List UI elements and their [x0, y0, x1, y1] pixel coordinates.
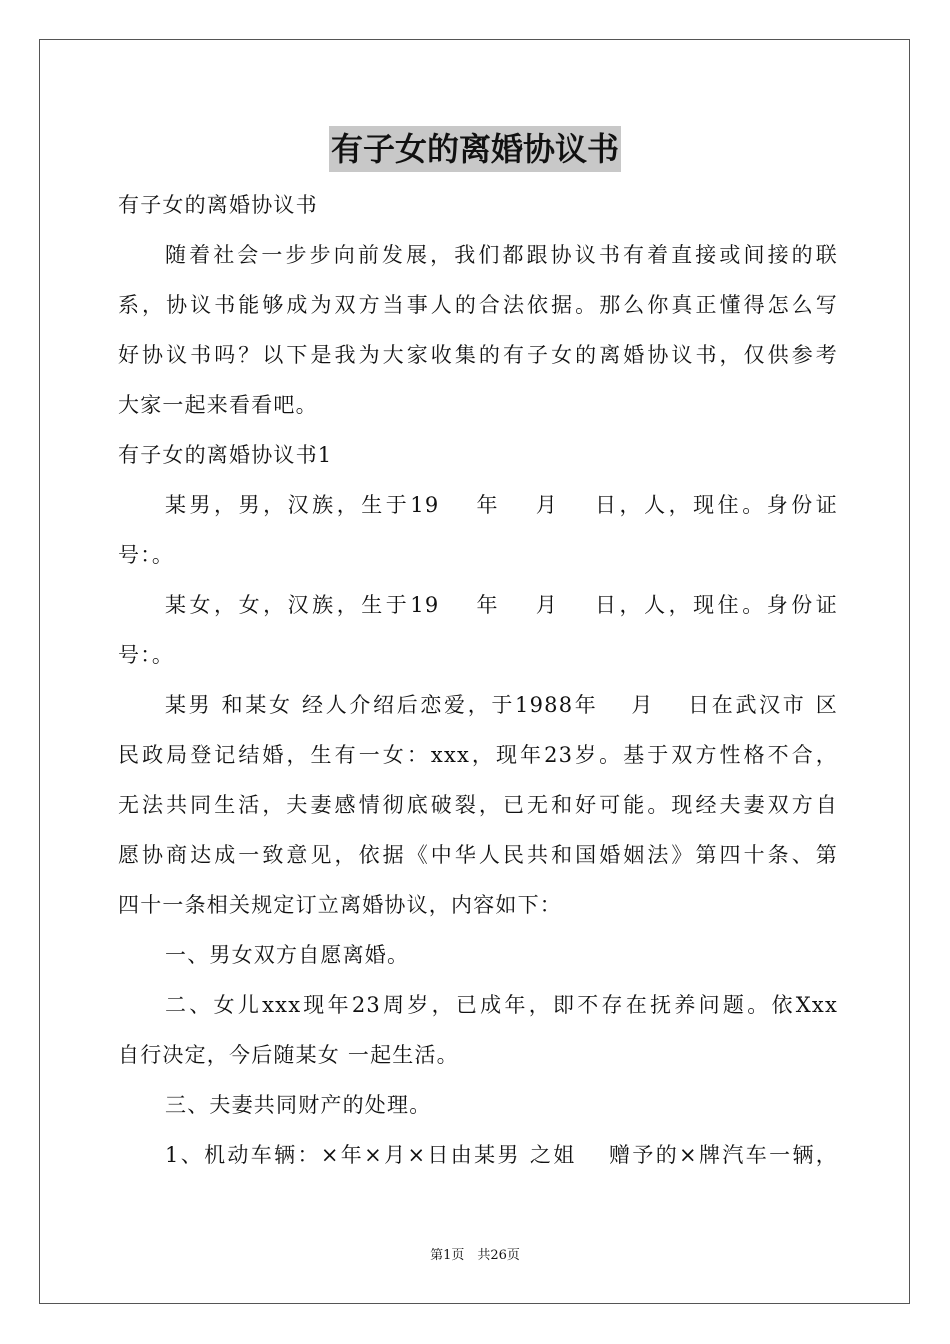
paragraph-line: 大家一起来看看吧。 — [118, 393, 318, 417]
paragraph-line: 自行决定，今后随某女 一起生活。 — [118, 1043, 459, 1067]
section-heading: 有子女的离婚协议书1 — [118, 443, 333, 467]
paragraph-line: 某男，男，汉族，生于19 年 月 日，人，现住。身份证 — [165, 493, 838, 517]
page-footer — [0, 1247, 950, 1265]
page-number-label: 第1页 共26页 — [430, 1248, 520, 1263]
title-container — [0, 126, 950, 172]
subtitle-line: 有子女的离婚协议书 — [118, 193, 318, 217]
paragraph-line: 三、夫妻共同财产的处理。 — [165, 1093, 432, 1117]
paragraph-line: 四十一条相关规定订立离婚协议，内容如下： — [118, 893, 562, 917]
paragraph-line: 好协议书吗？以下是我为大家收集的有子女的离婚协议书，仅供参考 — [118, 343, 838, 367]
paragraph-line: 1、机动车辆：×年×月×日由某男 之姐 赠予的×牌汽车一辆， — [165, 1143, 838, 1167]
paragraph-line: 随着社会一步步向前发展，我们都跟协议书有着直接或间接的联 — [165, 243, 838, 267]
document-body — [118, 180, 838, 1180]
paragraph-line: 某女，女，汉族，生于19 年 月 日，人，现住。身份证 — [165, 593, 838, 617]
paragraph-line: 愿协商达成一致意见，依据《中华人民共和国婚姻法》第四十条、第 — [118, 843, 838, 867]
paragraph-line: 二、女儿xxx现年23周岁，已成年，即不存在抚养问题。依Xxx — [165, 993, 838, 1017]
paragraph-line: 系，协议书能够成为双方当事人的合法依据。那么你真正懂得怎么写 — [118, 293, 838, 317]
paragraph-line: 无法共同生活，夫妻感情彻底破裂，已无和好可能。现经夫妻双方自 — [118, 793, 838, 817]
paragraph-line: 号：。 — [118, 543, 175, 567]
paragraph-line: 号：。 — [118, 643, 175, 667]
document-title: 有子女的离婚协议书 — [329, 126, 621, 172]
paragraph-line: 民政局登记结婚，生有一女：xxx，现年23岁。基于双方性格不合， — [118, 743, 838, 767]
paragraph-line: 某男 和某女 经人介绍后恋爱，于1988年 月 日在武汉市 区 — [165, 693, 838, 717]
paragraph-line: 一、男女双方自愿离婚。 — [165, 943, 410, 967]
